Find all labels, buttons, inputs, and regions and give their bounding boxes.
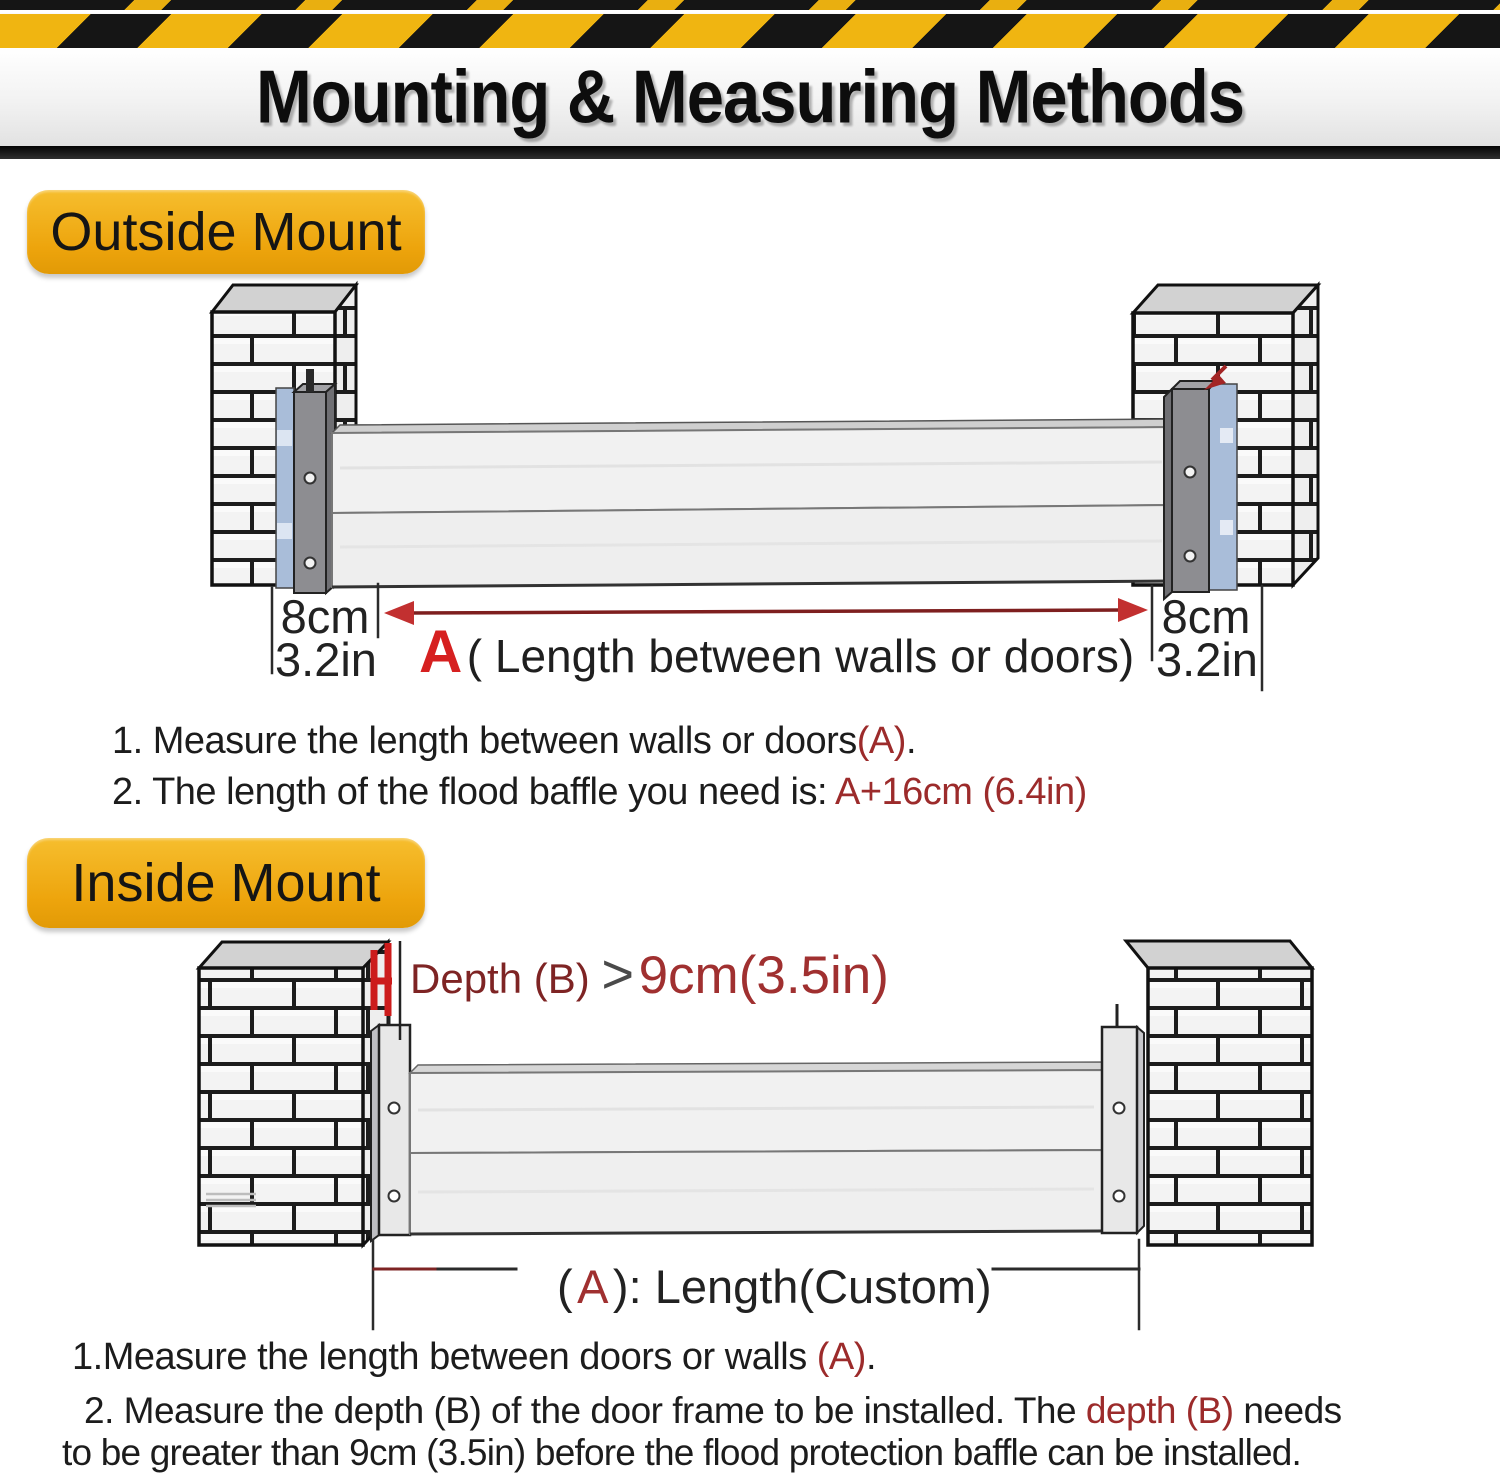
- screw-hole: [1114, 1103, 1125, 1114]
- span-label-text: ( Length between walls or doors): [466, 630, 1135, 682]
- depth-label-text: Depth (B): [410, 955, 602, 1002]
- outside-step2-accent: A+16cm (6.4in): [835, 771, 1087, 813]
- flood-baffle-panels: [332, 419, 1179, 587]
- inside-step2-accent: depth (B): [1085, 1390, 1234, 1431]
- inside-mount-badge-label: Inside Mount: [71, 853, 381, 913]
- left-offset-in-label: 3.2in: [275, 633, 377, 686]
- custom-length-label: [557, 1260, 992, 1313]
- inside-step1-period: .: [865, 1336, 876, 1378]
- screw-hole: [1185, 467, 1196, 478]
- anchor-pin: [306, 369, 314, 392]
- outside-step-2: [112, 771, 1087, 814]
- left-offset-cm-label: 8cm: [280, 590, 370, 643]
- outside-left-seal-strip: [276, 388, 294, 588]
- depth-requirement-label: [410, 942, 889, 1005]
- right-offset-cm-label: 8cm: [1161, 590, 1251, 643]
- screw-hole: [305, 473, 316, 484]
- inside-step2-tail: needs: [1233, 1390, 1342, 1431]
- inside-mount-badge: [27, 838, 425, 928]
- screw-hole: [1114, 1191, 1125, 1202]
- screw-hole: [389, 1191, 400, 1202]
- title-banner: [0, 48, 1500, 146]
- screw-hole: [305, 558, 316, 569]
- inside-step-2: [84, 1390, 1342, 1432]
- flood-baffle-panels: [410, 1062, 1108, 1234]
- measure-arrow: [410, 610, 1122, 613]
- outside-right-mounting-channel: [1164, 381, 1216, 599]
- inside-right-mounting-channel: [1102, 1004, 1144, 1233]
- inside-step-3: [62, 1432, 1301, 1474]
- greater-than-sign: >: [601, 942, 635, 1005]
- inside-step2-text: 2. Measure the depth (B) of the door frame to be installed. The: [84, 1390, 1086, 1431]
- right-offset-in-label: 3.2in: [1156, 633, 1258, 686]
- inside-step-1: [72, 1336, 876, 1379]
- outside-step1-accent: (A): [856, 720, 906, 762]
- inside-measurements: [373, 1240, 1139, 1329]
- hazard-stripe-band: [0, 14, 1500, 48]
- inside-mount-diagram: [0, 928, 1500, 1338]
- outside-right-seal-strip: [1209, 384, 1237, 590]
- outside-step1-period: .: [905, 720, 916, 762]
- outside-left-mounting-channel: [294, 369, 335, 593]
- depth-value-text: 9cm(3.5in): [638, 946, 889, 1005]
- hazard-stripe-thin-band: [0, 0, 1500, 10]
- outside-step2-text: 2. The length of the flood baffle you need is:: [112, 771, 835, 813]
- header-divider-bar: [0, 146, 1500, 159]
- inside-left-brick-pillar: [199, 942, 388, 1245]
- length-open-paren: (: [557, 1260, 573, 1313]
- screw-hole: [389, 1103, 400, 1114]
- inside-right-brick-pillar: [1126, 941, 1312, 1245]
- screw-hole: [1185, 551, 1196, 562]
- span-letter-A: A: [419, 618, 463, 685]
- inside-step1-accent: (A): [816, 1336, 866, 1378]
- inside-left-mounting-channel: [371, 1002, 410, 1241]
- inside-step1-text: 1.Measure the length between doors or walls: [72, 1336, 817, 1378]
- outside-step-1: [112, 720, 916, 763]
- length-letter-A: A: [577, 1260, 609, 1313]
- span-length-label: [419, 618, 1134, 685]
- outside-mount-diagram: [0, 278, 1500, 702]
- page-title: Mounting & Measuring Methods: [255, 55, 1245, 139]
- outside-mount-badge-label: Outside Mount: [50, 202, 402, 262]
- outside-mount-badge: [27, 190, 425, 274]
- outside-step1-text: 1. Measure the length between walls or doors: [112, 720, 857, 762]
- length-rest-text: ): Length(Custom): [612, 1260, 992, 1313]
- outside-measurements: [272, 584, 1262, 690]
- inside-step3-text: to be greater than 9cm (3.5in) before the flood protection baffle can be installed.: [62, 1432, 1302, 1473]
